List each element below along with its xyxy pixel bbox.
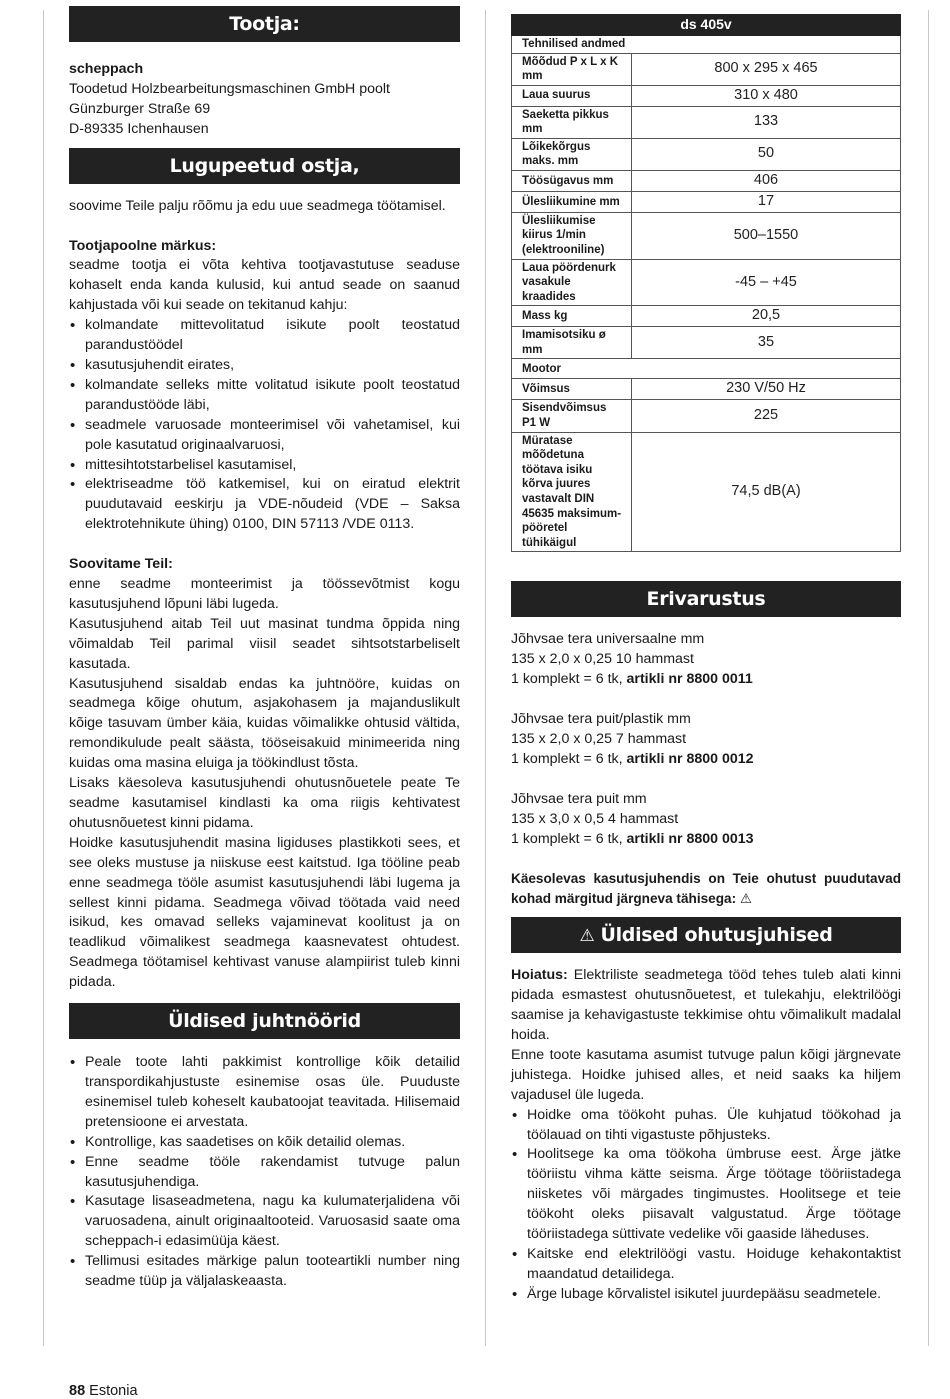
spec-value: 50 [632, 138, 901, 170]
spec-row [512, 53, 901, 85]
spec-value: 17 [632, 191, 901, 212]
general-list [69, 1053, 460, 1292]
spec-row [512, 327, 901, 359]
column-rule-left [43, 10, 44, 1346]
safety-warning [511, 966, 901, 1046]
accessories-list [511, 630, 901, 849]
manufacturer-line: Toodetud Holzbearbeitungsmaschinen GmbH poolt [69, 80, 390, 97]
spec-key: Laua pöördenurk vasakule kraadides [512, 259, 632, 306]
note-title: Tootjapoolne märkus: [69, 237, 217, 254]
safety-heading-text: Üldised ohutusjuhised [600, 924, 833, 947]
spec-value: 406 [632, 170, 901, 191]
list-item: • Kasutage lisaseadmetena, nagu ka kulumaterjalidena või varuosadena, ainult originaaltooteid. Varuosasid saate oma scheppach-i edasimüüja käest. [69, 1192, 460, 1252]
recommend-paragraph: Lisaks käesoleva kasutusjuhendi ohutusnõuetele peate Te seadme kasutamisel kindlasti ka oma riigis kehtivatest ohutusnõuetest kinni pidama. [69, 775, 460, 831]
warning-text: Elektriliste seadmetega tööd tehes tuleb alati kinni pidada esmastest ohutusnõuetest, et tulekahju, elektrilöögi saamise ja kehavigastuste tekkimise ohtu võimalikult madalal hoida. [511, 967, 901, 1043]
spec-key: Laua suurus [512, 85, 632, 106]
list-item: • Kaitske end elektrilöögi vastu. Hoiduge kehakontaktist maandatud detailidega. [511, 1245, 901, 1285]
list-item: • seadmele varuosade monteerimisel või vahetamisel, kui pole kasutatud originaalvaruosi, [69, 416, 460, 456]
list-item: • kolmandate mittevolitatud isikute poolt teostatud parandustöödel [69, 316, 460, 356]
manufacturer-heading: Tootja: [69, 6, 460, 42]
spec-key: Töösügavus mm [512, 170, 632, 191]
accessory-item [511, 790, 901, 850]
spec-key: Lõikekõrgus maks. mm [512, 138, 632, 170]
spec-row [512, 432, 901, 552]
spec-section-row [512, 35, 901, 53]
left-column [69, 6, 460, 1292]
note-list [69, 316, 460, 535]
accessory-spec: 135 x 2,0 x 0,25 7 hammast [511, 730, 687, 747]
spec-row [512, 212, 901, 259]
accessory-pack: 1 komplekt = 6 tk, [511, 750, 627, 767]
spec-value: -45 – +45 [632, 259, 901, 306]
spec-value: 133 [632, 106, 901, 138]
footer-language: Estonia [89, 1383, 138, 1399]
greeting-text: soovime Teile palju rõõmu ja edu uue seadmega töötamisel. [69, 197, 446, 214]
accessory-pack: 1 komplekt = 6 tk, [511, 830, 627, 847]
spec-value: 74,5 dB(A) [632, 432, 901, 552]
warning-icon: ⚠ [579, 926, 595, 947]
recommend-paragraph: Kasutusjuhend aitab Teil uut masinat tundma õppida ning võimaldab Teil parimal viisil seadet sihtsotstarbeliselt kasutada. [69, 615, 460, 672]
spec-value: 35 [632, 327, 901, 359]
accessory-order-line [511, 750, 901, 770]
spec-key: Ülesliikumine mm [512, 191, 632, 212]
list-item: • Kontrollige, kas saadetises on kõik detailid olemas. [69, 1133, 460, 1153]
spec-value: 310 x 480 [632, 85, 901, 106]
spec-row [512, 306, 901, 327]
spec-key: Võimsus [512, 379, 632, 400]
manufacturer-line: Günzburger Straße 69 [69, 100, 211, 117]
accessory-name: Jõhvsae tera puit mm [511, 790, 647, 807]
spec-key: Saeketta pikkus mm [512, 106, 632, 138]
general-heading: Üldised juhtnöörid [69, 1003, 460, 1039]
spec-row [512, 106, 901, 138]
manufacturer-name: scheppach [69, 61, 144, 77]
page-footer [69, 1382, 138, 1399]
model-name: ds 405v [512, 15, 901, 36]
accessory-order-line [511, 670, 901, 690]
recommend-paragraph: Kasutusjuhend sisaldab endas ka juhtnööre, kuidas on seadmega kõige ohutum, asjakohasem ja majanduslikult kõige tasuvam ümber käia, kuidas võimalikke ohtusid vältida, remondikulude pealt säästa, tööseisakuid minimeerida ning kuidas oma masina eluiga ja töökindlust tõsta. [69, 675, 460, 772]
spec-key: Sisendvõimsus P1 W [512, 400, 632, 432]
safety-list [511, 1106, 901, 1305]
list-item: • Ärge lubage kõrvalistel isikutel juurdepääsu seadmetele. [511, 1285, 901, 1305]
spec-value: 225 [632, 400, 901, 432]
spec-table [511, 14, 901, 552]
list-item: • kolmandate selleks mitte volitatud isikute poolt teostatud parandustööde läbi, [69, 376, 460, 416]
spec-value: 230 V/50 Hz [632, 379, 901, 400]
spec-key: Imamisotsiku ø mm [512, 327, 632, 359]
list-item: • kasutusjuhendit eirates, [69, 356, 460, 376]
warning-label: Hoiatus: [511, 967, 568, 984]
spec-key: Ülesliikumise kiirus 1/min (elektrooniline) [512, 212, 632, 259]
accessory-pack: 1 komplekt = 6 tk, [511, 671, 627, 688]
accessory-spec: 135 x 2,0 x 0,25 10 hammast [511, 651, 694, 668]
column-rule-middle [485, 10, 486, 1346]
spec-section-row [512, 359, 901, 379]
list-item: • elektriseadme töö katkemisel, kui on eiratud elektrit puudutavaid eeskirju ja VDE-nõudeid (VDE – Saksa elektrotehnikute ühing) 0100, DIN 57113 /VDE 0113. [69, 475, 460, 535]
motor-label: Mootor [512, 359, 901, 379]
list-item: • mittesihtotstarbelisel kasutamisel, [69, 456, 460, 476]
recommend-paragraph: Hoidke kasutusjuhendit masina ligiduses plastikkoti sees, et see oleks mustuse ja niiskuse eest kaitstud. Iga tööline peab enne seadmega tööle asumist kasutusjuhendi läbi lugema ja sellest kinni pidama. Seadmega võivad töötada vaid need isikud, kes omavad selleks vajaminevat koolitust ja on teadlikud võimalikest seadmega kaasnevatest ohtudest. Seadmega töötamisel kehtivast vanuse alampiirist tuleb kinni pidada. [69, 834, 460, 991]
list-item: • Tellimusi esitades märkige palun tooteartikli number ning seadme tüüp ja väljalaskeaasta. [69, 1252, 460, 1292]
spec-row [512, 259, 901, 306]
accessory-article-number: artikli nr 8800 0011 [626, 671, 753, 688]
page-number: 88 [69, 1383, 86, 1399]
safety-heading [511, 917, 901, 953]
greeting-heading: Lugupeetud ostja, [69, 148, 460, 184]
warning-symbol-note: Käesolevas kasutusjuhendis on Teie ohutust puudutavad kohad märgitud järgneva tähisega: ⚠ [511, 871, 901, 907]
spec-key: Mass kg [512, 306, 632, 327]
accessories-heading: Erivarustus [511, 581, 901, 617]
accessory-item [511, 710, 901, 770]
recommend-title: Soovitame Teil: [69, 556, 173, 573]
accessory-order-line [511, 830, 901, 850]
column-rule-right [928, 10, 929, 1346]
spec-row [512, 170, 901, 191]
accessory-item [511, 630, 901, 690]
spec-row [512, 85, 901, 106]
spec-row [512, 400, 901, 432]
spec-header-row [512, 15, 901, 36]
list-item: • Peale toote lahti pakkimist kontrollige kõik detailid transpordikahjustuste esinemise osas üle. Puuduste esinemisel tuleb koheselt kaubatoojat teavitada. Hilisemaid pretensioone ei arvestata. [69, 1053, 460, 1133]
spec-row [512, 191, 901, 212]
accessory-name: Jõhvsae tera universaalne mm [511, 631, 705, 648]
recommend-paragraph: enne seadme monteerimist ja töössevõtmist kogu kasutusjuhend lõpuni läbi lugeda. [69, 576, 460, 612]
list-item: • Hoidke oma töökoht puhas. Üle kuhjatud töökohad ja töölauad on tihti vigastuste põhjusteks. [511, 1106, 901, 1146]
spec-key: Müratase mõõdetuna töötava isiku kõrva juures vastavalt DIN 45635 maksimum-pööretel tühikäigul [512, 432, 632, 552]
list-item: • Hoolitsege ka oma töökoha ümbruse eest. Ärge jätke tööriistu vihma kätte seisma. Ärge töötage tööriistadega niisketes või märgades tingimustes. Hoolitsege et teie töökoht oleks piisavalt valgustatud. Ärge töötage tööriistadega süttivate vedelike või gaaside läheduses. [511, 1145, 901, 1245]
spec-section-label: Tehnilised andmed [512, 35, 901, 53]
accessory-spec: 135 x 3,0 x 0,5 4 hammast [511, 810, 679, 827]
spec-key: Mõõdud P x L x K mm [512, 53, 632, 85]
note-text: seadme tootja ei võta kehtiva tootjavastutuse seaduse kohaselt enda kanda kulusid, kui antud seade on saanud kahjustada või kui seade on tekitanud kahju: [69, 257, 460, 314]
list-item: • Enne seadme tööle rakendamist tutvuge palun kasutusjuhendiga. [69, 1153, 460, 1193]
accessory-article-number: artikli nr 8800 0012 [626, 750, 754, 767]
spec-value: 500–1550 [632, 212, 901, 259]
spec-value: 800 x 295 x 465 [632, 53, 901, 85]
spec-row [512, 379, 901, 400]
right-column [511, 14, 901, 1305]
safety-intro: Enne toote kasutama asumist tutvuge palun kõigi järgnevate juhistega. Hoidke juhised alles, et neid saaks ka hiljem vajadusel üle lugeda. [511, 1046, 901, 1103]
accessory-article-number: artikli nr 8800 0013 [626, 830, 754, 847]
manufacturer-line: D-89335 Ichenhausen [69, 120, 209, 137]
accessory-name: Jõhvsae tera puit/plastik mm [511, 711, 691, 727]
spec-value: 20,5 [632, 306, 901, 327]
spec-row [512, 138, 901, 170]
